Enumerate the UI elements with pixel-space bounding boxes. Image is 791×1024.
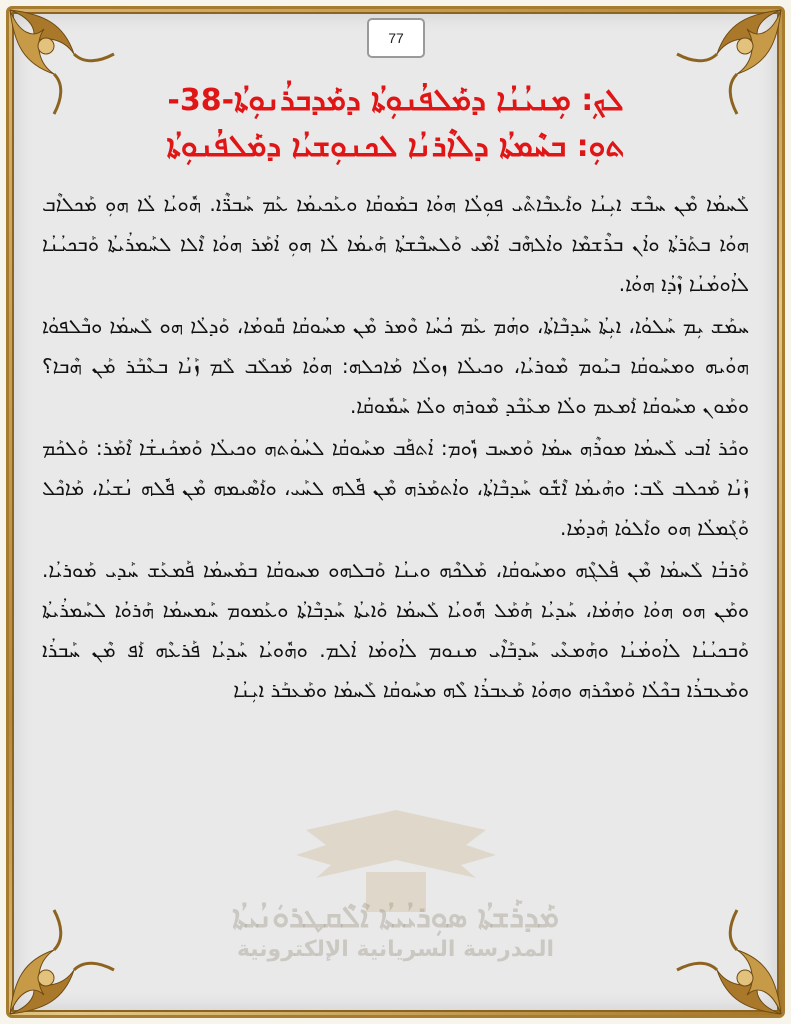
title-line-2: ܬܘܼ: ܒܚܶܡܬܳܐ ܕܠܐܶܪܢܳܐ ܠܟܢܘܼܫܝܳܐ ܕܡܰܠܦܳܢܘܼܬܳܐ	[166, 129, 625, 164]
page-number: 77	[367, 18, 425, 58]
lesson-title	[42, 78, 749, 170]
paragraph: ܘܰܪܒܳܐ ܠܰܚܡܳܐ ܡܶܢ ܦܰܠܓܶܗ ܘܡܚܰܘܩܳܐ، ܡܰܠܟܶܗ ܘܝܢܳܐ ܘܰܒܠܗܘ ܡܚܘܩܳܐ ܒܡܰܚܡܳܐ ܦܰܡܥܰܫ ܚܰܕܝ ܡܰܘܪܝܳܐ. ܘܡܰܢ ܗܘ ܗܘܳܐ ܘܗܳܡܳܐ، ܚܰܕܝܳܐ ܗܰܡܰܠ ܗܽܘܝܳܐ ܠܰܚܡܳܐ ܘܰܐܝܬܳܐ ܚܰܕܒܶܐܬܳܐ ܘܥܰܡܘܡ ܚܰܡܚܡܳܐ ܗܰܪܘܳܐ ܠܚܰܡܪܳܝܬܳܐ ܘܰܒܟܝܳܢܳܐ ܠܐܳܘܡܳܢܳܐ ܘܗܰܡܥܶܝ ܚܰܕܒܰܐܶܝ ܡܢܘܡ ܠܐܳܘܡܳܐ ܐܳܠܡ. ܘܗܽܘܝܳܐ ܚܰܕܝܳܐ ܦܰܪܥܶܗ ܐܰܦ ܡܶܢ ܚܰܒܪܳܐ ܘܡܰܥܒܪܳܐ ܒܟܶܠܳܐ ܘܰܡܟܶܪܗ ܘܗܘܳܐ ܡܰܥܒܪܳܐ ܠܶܗ ܡܚܰܘܩܳܐ ܠܰܚܡܳܐ ܘܡܰܥܒܰܪ ܐܝܼܢܳܐ	[42, 558, 749, 702]
paragraph: ܘܟܰܪ ܐܳܒܝ ܠܰܚܡܳܐ ܡܘܪܶܗ ܚܡܳܐ ܘܰܡܚܒ ܙܽܘܡ: ܐܳܬܦܰܒ ܡܚܰܘܩܳܐ ܠܚܳܘܳܬܗ ܘܟܝܠܳܐ ܘܰܡܟܰܢܫܳܐ ܐܶܡܰܪ: ܘܰܠܟܰܡ ܙܰܢܳܐ ܡܰܟܠܒ ܠܰܒ: ܘܗܰܝܡܳܐ ܐܶܫܽܘ ܚܰܕܒܶܐܬܳܐ، ܘܐܳܬܡܰܪܗ ܡܶܢ ܦܽܠܗ ܠܚܰܝ، ܘܐܰܣܶܝܡܗ ܡܶܢ ܦܽܠܗ ܢܳܫܝܳܐ، ܡܰܐܟܶܠ ܘܰܓܰܡܠܳܐ ܗܘ ܘܐܰܠܘܳܐ ܗܰܕܡܳܐ.	[42, 436, 749, 540]
paragraph: ܠܰܚܡܳܐ ܡܶܢ ܚܒܶܫ ܐܝܼܢܳܐ ܘܐܰܥܒܶܐܬܶܝ ܦܘܼܠܳܐ ܗܘܳܐ ܒܡܰܘܩܳܐ ܘܥܰܟܝܡܳܐ ܥܰܡ ܚܰܒܪ̈ܶܐ. ܗܽܘܝܳܐ ܠܳܐ ܗܘܼ ܡܰܟܠܐܶܒ ܗܘܳܐ ܒܬܰܪܬܳܐ ܘܐܳܢ ܒܪܶܫܡܶܐ ܘܐܳܠܗܶܒ ܐܳܡܶܝ ܘܰܠܚܒܶܫܬܳܐ ܗܰܝܡܳܐ ܠܳܐ ܗܘܼ ܐܳܡܰܪ ܗܘܳܐ ܐܶܠܐ ܠܚܰܡܪܳܝܬܳܐ ܘܰܒܟܝܳܢܳܐ ܠܐܳܘܡܳܢܳܐ ܙܶܕܳܐ ܗܘܳܐ.	[42, 192, 749, 296]
watermark-syriac: ܡܰܕܪܰܫܬܳܐ ܣܘܼܪܝܳܝܬܳܐ ܐܶܠܶܩܛܪܘܿܢܳܝܬܳܐ	[232, 900, 559, 935]
lesson-content	[42, 78, 749, 964]
title-line-1: ܠܟܼ: ܡܼܢܝܳܢܳܐ ܕܡܰܠܦܳܢܘܼܬܳܐ ܕܡܰܕܒܪܳܢܘܼܬܳܐ-38-	[167, 83, 624, 118]
lesson-body	[42, 184, 749, 710]
watermark-arabic: المدرسة السريانية الإلكترونية	[236, 937, 555, 962]
paragraph: ܚܡܰܫ ܝܼܡ ܚܰܠܘܳܐ، ܐܝܼܬܳܐ ܚܰܕܒܶܐܬܳܐ، ܘܗܳܡ ܥܰܡ ܟܳܚܳܐ ܘܶܡܪ ܡܶܢ ܡܚܳܘܩܳܐ ܩܽܘܡܳܐ، ܘܰܕܠܳܐ ܗܘ ܠܰܚܡܳܐ ܘܒܶܠܦܘܳܐ ܗܘܳܝܗ ܘܡܚܰܘܩܳܐ ܒܝܰܘܡ ܡܶܘܪܝܳܐ، ܘܟܝܠܳܐ ܙܘܠܳܐ ܡܰܐܟܠܗ: ܗܘܳܐ ܡܰܟܠܰܒ ܠܰܡ ܙܰܢܳܐ ܒܥܶܒܰܪ ܡܰܢ ܗܶܒܐ؟ ܘܡܰܘܢ ܡܚܰܘܩܳܐ ܐܰܡܥܡ ܘܠܳܐ ܡܥܰܒܶܕ ܡܶܘܪܗ ܘܠܳܐ ܚܰܡܽܘܩܳܐ.	[42, 314, 749, 418]
